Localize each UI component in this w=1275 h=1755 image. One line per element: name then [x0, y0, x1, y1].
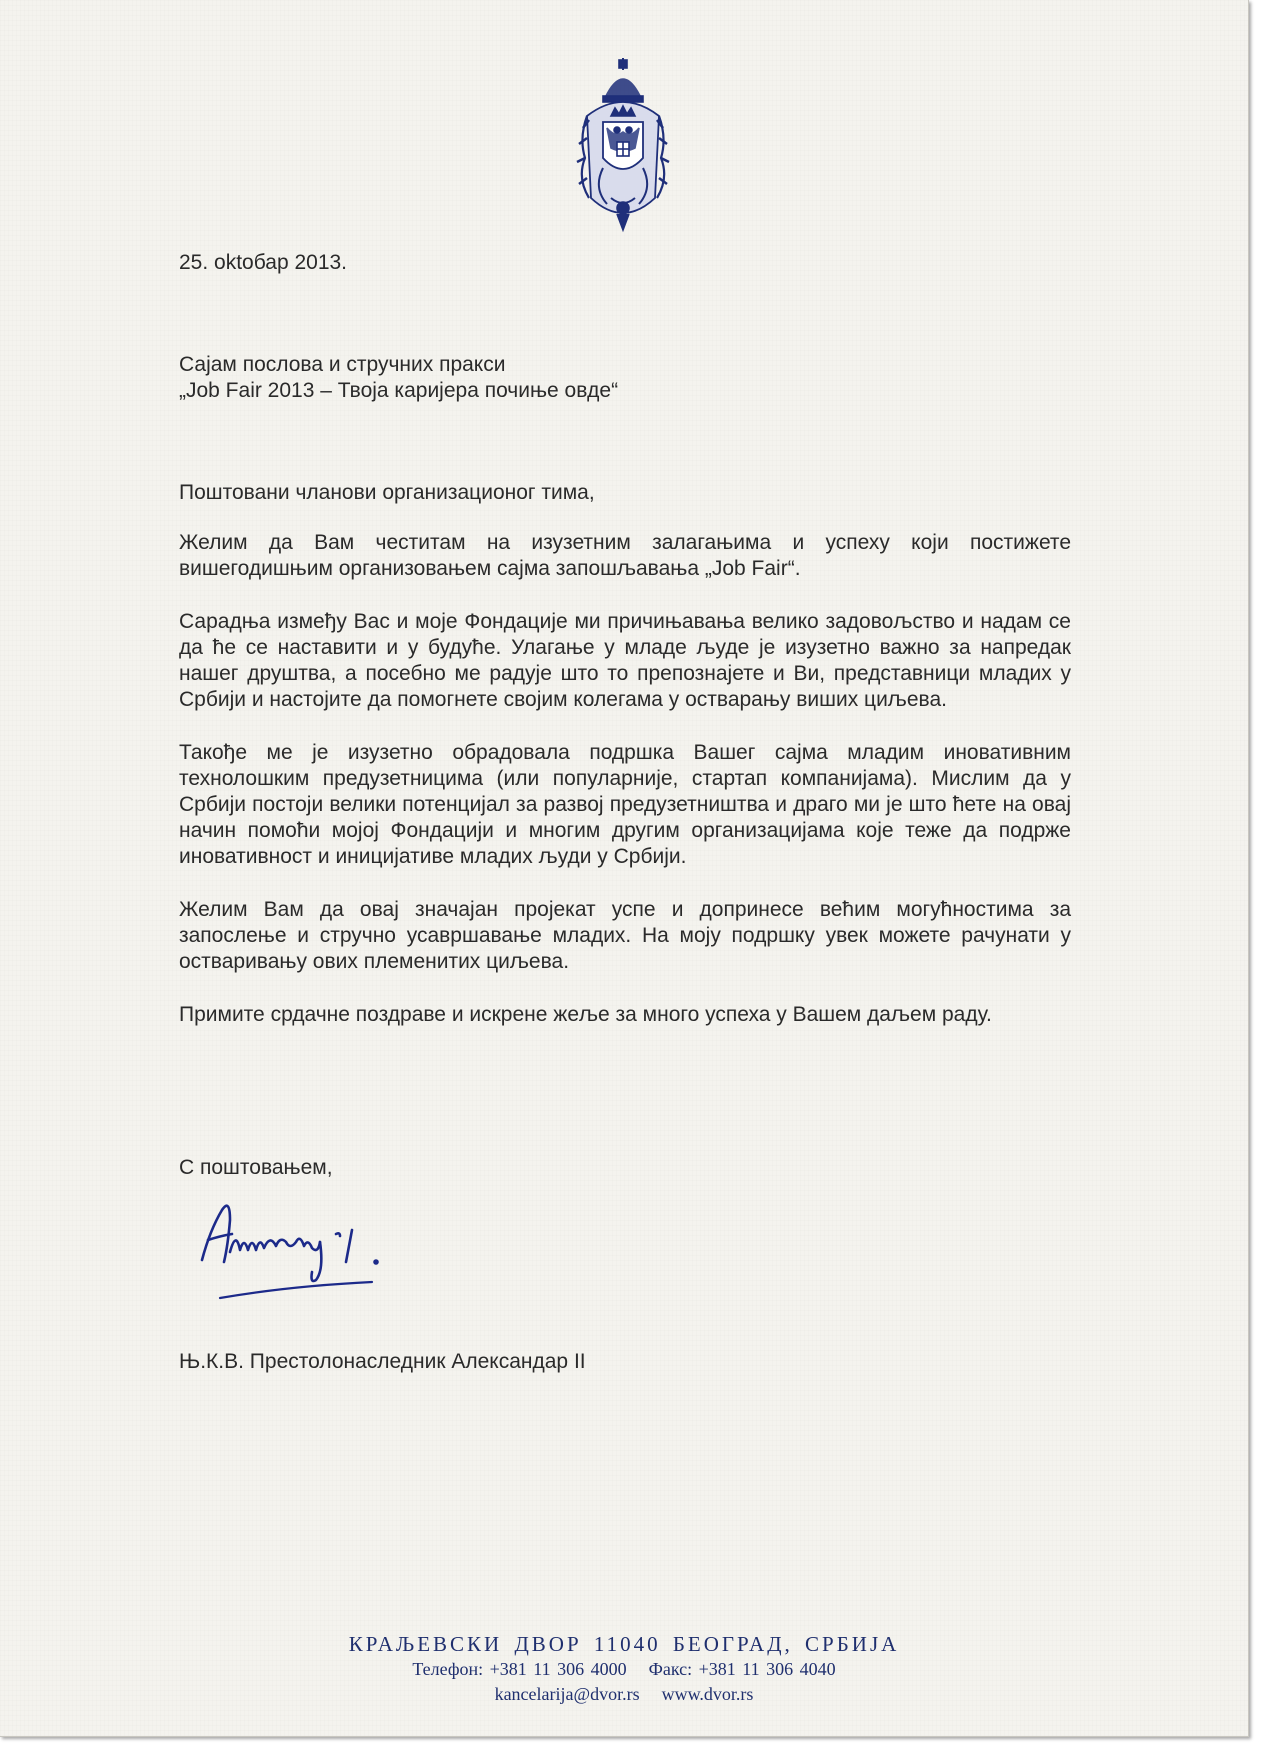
letter-body — [179, 530, 1071, 1055]
paragraph-4: Желим Вам да овај значајан пројекат успе и допринесе већим могућностима за запослење и стручно усавршавање младих. На моју подршку увек можете рачунати у остваривању ових племенитих циљева. — [179, 898, 1071, 973]
closing: С поштовањем, — [179, 1156, 333, 1179]
salutation: Поштовани чланови организационог тима, — [179, 481, 595, 504]
signer-name: Њ.К.В. Престолонаследник Александар II — [179, 1350, 586, 1373]
recipient-line-2: „Job Fair 2013 – Твоја каријера почиње овде“ — [179, 379, 619, 402]
recipient-line-1: Сајам послова и стручних пракси — [179, 353, 506, 376]
paragraph-3: Такође ме је изузетно обрадовала подршка Вашег сајма младим иновативним технолошким предузетницима (или популарније, стартап компанијама). Мислим да у Србији постоји велики потенцијал за развој предузетништва и драго ми је што ћете на овај начин помоћи мојој Фондацији и многим другим организацијама које теже да подрже иновативност и иницијативе младих људи у Србији. — [179, 741, 1071, 868]
paragraph-2: Сарадња између Вас и моје Фондације ми причињавања велико задовољство и надам се да ће се наставити и у будуће. Улагање у младе људе је изузетно важно за напредак нашег друштва, а посебно ме радује што то препознајете и Ви, представници младих у Србији и настојите да помогнете својим колегама у остварању виших циљева. — [179, 610, 1071, 711]
letter-date: 25. oktобар 2013. — [179, 251, 348, 274]
recipient-block — [179, 352, 618, 404]
paragraph-5: Примите срдачне поздраве и искрене жеље за много успеха у Вашем даљем раду. — [179, 1003, 992, 1026]
footer-web — [0, 1684, 1248, 1705]
footer-website[interactable]: www.dvor.rs — [661, 1684, 754, 1704]
footer-phone: Телефон: +381 11 306 4000 — [412, 1659, 627, 1679]
footer-address: КРАЉЕВСКИ ДВОР 11040 БЕОГРАД, СРБИЈА — [348, 1632, 900, 1656]
handwritten-signature — [200, 1190, 430, 1320]
royal-coat-of-arms-icon — [573, 58, 673, 234]
footer-fax: Факс: +381 11 306 4040 — [648, 1659, 836, 1679]
footer-email[interactable]: kancelarija@dvor.rs — [494, 1684, 640, 1704]
footer-contacts — [0, 1659, 1248, 1680]
paragraph-1: Желим да Вам честитам на изузетним залагањима и успеху који постижете вишегодишњим организовањем сајма запошљавања „Job Fair“. — [179, 531, 1071, 580]
